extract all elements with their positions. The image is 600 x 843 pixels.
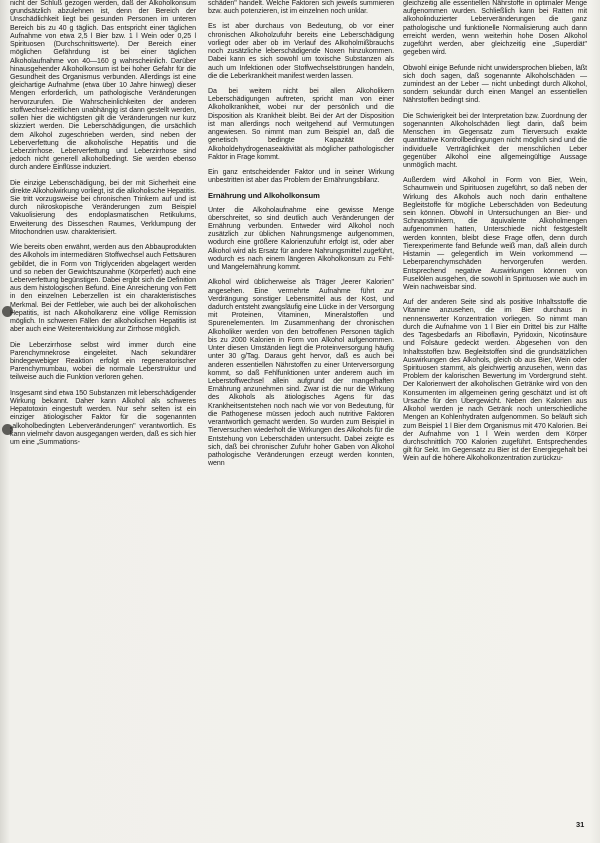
paragraph: Außerdem wird Alkohol in Form von Bier, Wein, Schaumwein und Spirituosen zugeführt, so daß neben der Wirkung des Alkohols auch noch darin enthaltene Begleitstoffe für mögliche Leberschäden von Bedeutung sein können. Obwohl in Untersuchungen an Bier- und Schnapstrinkern, die äquivalente Alkoholmengen aufgenommen hatten, Unterschiede nicht festgestellt werden konnten, bleibt diese Frage offen, denn durch Tierexperimente fand Befunde weiß man, daß allein durch Histamin — gelegentlich im Wein vorkommend — Leberparenchymschäden hervorgerufen werden. Entsprechend negative Auswirkungen können von Fuselölen ausgehen, die sowohl in Spirituosen wie auch im Wein nachweisbar sind.: [403, 177, 587, 291]
paragraph: Ein ganz entscheidender Faktor und in seiner Wirkung unbestritten ist aber das Problem der Ernährungsbilanz.: [208, 168, 394, 185]
paragraph: Die Leberzirrhose selbst wird immer durch eine Parenchymnekrose eingeleitet. Nach sekundärer bindegewebiger Reaktion erfolgt ein regeneratorischer Parenchymumbau, wobei die normale Leberstruktur und teilweise auch die Funktion verloren gehen.: [10, 341, 196, 382]
section-heading: Ernährung und Alkoholkonsum: [208, 191, 320, 201]
page-number: 31: [576, 820, 585, 829]
paragraph: nicht der Schluß gezogen werden, daß der Alkoholkonsum grundsätzlich abzulehnen ist, denn der Bereich der Unschädlichkeit liegt bei gesunden Personen im unteren Bereich bis zu 40 g täglich. Das entspricht einer täglichen Aufnahme von etwa 2,5 l Bier bzw. 1 l Wein oder 0,25 l Spirituosen (Durchschnittswerte). Der Bereich einer möglichen Gefährdung ist bei einer täglichen Alkoholaufnahme von 40—160 g wahrscheinlich. Darüber hinausgehender Alkoholkonsum ist bei hoher Gefahr für die Gesundheit des Organismus verbunden. Allerdings ist eine gleichartige Aufnahme (etwa über 10 Jahre hinweg) dieser Mengen erforderlich, um pathologische Veränderungen hervorzurufen. Die Wahrscheinlichkeiten der anderen stoffwechsel-zeitlichen unabhängig ist dann gestellt werden, sollen hier die wichtigsten gilt die Veränderungen nur kurz skizziert werden. Die Leberschädigungen, die ursächlich dem Alkohol zugeschrieben werden, sind neben der Leberverfettung die alkoholische Hepatitis und die Leberzirrhose. Leberverfettung und Leberzirrhose sind jedoch nicht generell alkoholbedingt. Sie werden ebenso durch andere Einflüsse induziert.: [10, 0, 196, 172]
text-column-1: [10, 0, 196, 454]
paragraph: Wie bereits oben erwähnt, werden aus den Abbauprodukten des Alkohols im intermediären Stoffwechsel auch Fettsäuren gebildet, die in Form von Triglyceriden abgelagert werden und so neben der Gewichtszunahme (Körperfett) auch eine Leberverfettung begünstigen. Dabei ergibt sich die Definition aus dem histologischen Befund. Eine Anreicherung von Fett in den einzelnen Leberzellen ist ein charakteristisches Merkmal. Bei der Fettleber, wie auch bei der alkoholischen Hepatitis, ist nach Alkoholkarenz eine völlige Remission möglich. In schweren Fällen der alkoholischen Hepatitis ist aber auch eine Weiterentwicklung zur Zirrhose möglich.: [10, 244, 196, 334]
paragraph: Die einzige Lebenschädigung, bei der mit Sicherheit eine direkte Alkoholwirkung vorliegt, ist die alkoholische Hepatitis. Sie tritt vorzugsweise bei chronischen Trinkern auf und ist durch nikroskopische Veränderungen zum Beispiel Vakuolisierung des endoplasmatischen Retikulums, Erweiterung des Disseschen Raumes, Verklumpung der Mitochondrien usw. charakterisiert.: [10, 179, 196, 236]
text-column-3: [403, 0, 587, 471]
paragraph: Obwohl einige Befunde nicht unwidersprochen blieben, läßt sich doch sagen, daß sogenannte Alkoholschäden — zumindest an der Leber — nicht unbedingt durch Alkohol, sondern sekundär durch einen Mangel an essentiellen Nährstoffen bedingt sind.: [403, 64, 587, 105]
paragraph: Auf der anderen Seite sind als positive Inhaltsstoffe die Vitamine anzusehen, die im Bier durchaus in nennenswerter Konzentration vorliegen. So nimmt man durch die Aufnahme von 1 l Bier ein Drittel bis zur Hälfte des Tagesbedarfs an Riboflavin, Pyridoxin, Nicotinsäure und Folsäure gedeckt werden. Abgesehen von den Inhaltsstoffen bzw. Begleitstoffen sind die grundsätzlichen Auswirkungen des Alkohols, gleich ob aus Bier, Wein oder Spirituosen stammt, als gleichwertig anzusehen, wenn das Problem der kalorischen Bewertung im Vordergrund steht. Der Kalorienwert der alkoholischen Getränke wird von den Konsumenten im allgemeinen gering geschätzt und ist oft Ursache für den Übergewicht. Neben den Kalorien aus Alkohol werden je nach Getränk noch unterschiedliche Mengen an Kohlenhydraten aufgenommen. So beläuft sich zum Beispiel 1 l Bier dem Organismus mit 470 Kalorien. Bei der Aufnahme von 1 l Wein werden dem Körper durchschnittlich 700 Kalorien zugeführt. Entsprechendes gilt für Sekt. Im Gegensatz zu Bier ist der Energiegehalt bei Wein auf die höhere Alkoholkonzentration zurückzu-: [403, 299, 587, 463]
paragraph: Unter die Alkoholaufnahme eine gewisse Menge überschreitet, so sind deutlich auch Veränderungen der Ernährung verbunden. Entweder wird Alkohol noch zusätzlich zur üblichen Nahrungsmenge aufgenommen, wodurch eine größere Kalorienzufuhr erfolgt ist, oder aber Alkohol wird als Ersatz für andere Nahrungsmittel zugeführt, wodurch es nach einem längeren Alkoholkonsum zu Fehl- und Mangelernährung kommt.: [208, 206, 394, 272]
paragraph: Die Schwierigkeit bei der Interpretation bzw. Zuordnung der sogenannten Alkoholschäden liegt darin, daß beim Menschen im Gegensatz zum Tierversuch exakte quantitative Kontrollbedingungen nicht möglich sind und die individuelle Verträglichkeit der menschlichen Leber gegenüber Alkohol eine allgemeingültige Aussage unmöglich macht.: [403, 112, 587, 169]
paragraph: Da bei weitem nicht bei allen Alkoholikern Leberschädigungen auftreten, spricht man von einer Alkoholkrankheit, wobei nur der persönlich und die Disposition als Krankheit bleibt. Bei der Art der Disposition ist man allerdings noch weitgehend auf Vermutungen angewiesen. So nimmt man zum Beispiel an, daß die genetisch bedingte Kapazität der Alkoholdehydrogenaseaktivität als möglicher pathologischer Faktor in Frage kommt.: [208, 87, 394, 161]
paragraph: Alkohol wird üblicherweise als Träger „leerer Kalorien" angesehen. Eine vermehrte Aufnahme führt zur Verdrängung sonstiger Lebensmittel aus der Kost, und dadurch entsteht zwangsläufig eine Lücke in der Versorgung mit Proteinen, Vitaminen, Mineralstoffen und Spurenelementen. Im Zusammenhang der chronischen Alkoholiker werden von den betroffenen Personen täglich bis zu 2000 Kalorien in Form von Alkohol aufgenommen. Unter diesen Umständen liegt die Proteinversorgung häufig unter 30 g/Tag. Daraus geht hervor, daß es auch bei anderen essentiellen Nährstoffen zu einer Unterversorgung kommt, so daß Fehlfunktionen unter anderem auch im Leberstoffwechsel allein aufgrund der mangelhaften Ernährung anzunehmen sind. Zwar ist die nur die Wirkung des Alkohols als ätiologisches Agens für das Krankheitsentstehen noch nach wie vor von Bedeutung, für die Pathogenese müssen jedoch auch nutritive Faktoren verantwortlich gemacht werden. So wurden zum Beispiel in Tierversuchen wiederholt die Wirkungen des Alkohols für die Entstehung von Leberschäden untersucht. Dabei zeigte es sich, daß bei chronischer Zufuhr hoher Gaben von Alkohol pathologische Veränderungen erzeugt werden konnten, wenn: [208, 279, 394, 468]
paragraph: Es ist aber durchaus von Bedeutung, ob vor einer chronischen Alkoholzufuhr bereits eine Leberschädigung vorliegt oder aber ob im Verlauf des Alkoholmißbrauchs noch zusätzliche leberschädigende Noxen hinzukommen. Dabei kann es sich sowohl um toxische Substanzen als auch um Infektionen oder Stoffwechselstörungen handeln, die die Leberkrankheit manifest werden lassen.: [208, 23, 394, 80]
paragraph: schäden" handelt. Welche Faktoren sich jeweils summieren bzw. auch potenzieren, ist im einzelnen noch unklar.: [208, 0, 394, 16]
paragraph: gleichzeitig alle essentiellen Nährstoffe in optimaler Menge aufgenommen wurden. Schließlich kann bei Ratten mit alkoholinduzierter Leberveränderungen die ganz pathologische und funktionelle Normalisierung auch dann erreicht werden, wenn weiterhin hohe Dosen Alkohol zugeführt werden, aber gleichzeitig eine „Superdiät" gegeben wird.: [403, 0, 587, 57]
paragraph: Insgesamt sind etwa 150 Substanzen mit leberschädigender Wirkung bekannt. Daher kann Alkohol als schweres Hepatotoxin eingestuft werden. Nur sehr selten ist ein einziger ätiologischer Faktor für die sogenannten „alkoholbedingten Leberveränderungen" verantwortlich. Es kann vielmehr davon ausgegangen werden, daß es sich hier um eine „Summations-: [10, 389, 196, 446]
text-column-2: [208, 0, 394, 475]
